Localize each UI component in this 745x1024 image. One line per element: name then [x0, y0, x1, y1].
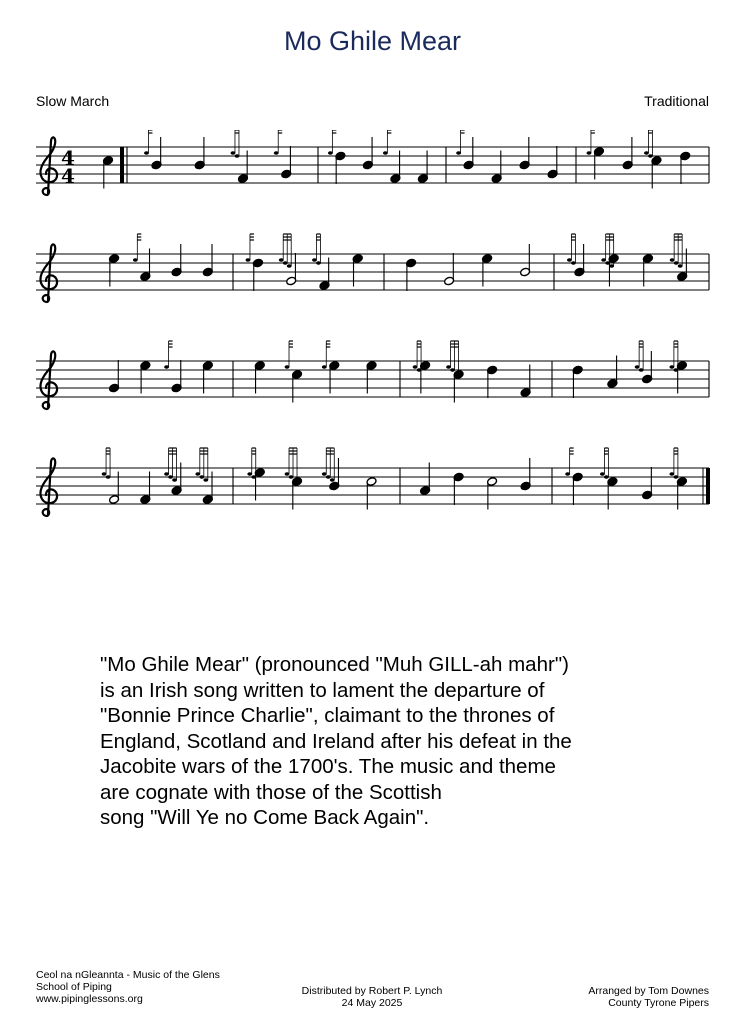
distributor: Distributed by Robert P. Lynch	[301, 985, 443, 997]
time-signature-denominator: 4	[61, 164, 75, 188]
description-line: song "Will Ye no Come Back Again".	[100, 806, 430, 829]
footer-arranger	[588, 985, 709, 1009]
final-barline-thick	[706, 468, 710, 504]
description-line: is an Irish song written to lament the departure of	[100, 678, 545, 702]
heavy-barline	[120, 147, 124, 183]
treble-clef-icon	[40, 244, 57, 302]
time-signature-numerator: 4	[61, 146, 75, 170]
publisher-website: www.pipinglessons.org	[36, 993, 143, 1005]
description-line: England, Scotland and Ireland after his defeat in the	[100, 729, 572, 753]
arranger-band: County Tyrone Pipers	[608, 997, 709, 1009]
description-line: Jacobite wars of the 1700's. The music and theme	[100, 755, 556, 778]
publisher-name: Ceol na nGleannta - Music of the Glens	[36, 969, 220, 981]
footer-publisher	[36, 969, 220, 1005]
distribution-date: 24 May 2025	[341, 997, 403, 1009]
arranger: Arranged by Tom Downes	[588, 985, 709, 997]
tune-style: Slow March	[36, 93, 110, 109]
description-line: "Bonnie Prince Charlie", claimant to the thrones of	[100, 704, 555, 727]
publisher-school: School of Piping	[36, 981, 112, 993]
composer: Traditional	[644, 93, 709, 109]
description-line: are cognate with those of the Scottish	[100, 780, 442, 804]
page-title: Mo Ghile Mear	[283, 26, 462, 56]
treble-clef-icon	[40, 137, 57, 195]
tune-description	[100, 652, 660, 831]
footer-distribution	[282, 985, 462, 1009]
treble-clef-icon	[40, 351, 57, 409]
treble-clef-icon	[40, 458, 57, 516]
description-line: "Mo Ghile Mear" (pronounced "Muh GILL-ah mahr")	[100, 653, 569, 676]
sheet-music	[0, 130, 745, 580]
